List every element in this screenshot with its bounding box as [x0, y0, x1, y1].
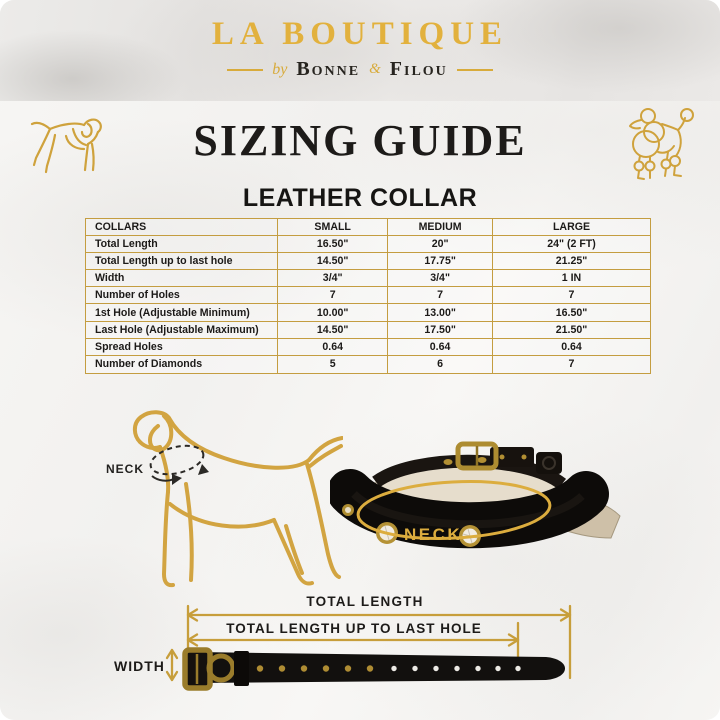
byline-name-bonne: Bonne	[296, 58, 361, 80]
collar-neck-label: NECK	[404, 525, 463, 544]
spec-value: 21.25"	[492, 253, 650, 270]
spec-value: 13.00"	[387, 304, 492, 321]
spec-value: 16.50"	[492, 304, 650, 321]
spec-value: 7	[492, 287, 650, 304]
dog-neck-label: NECK	[106, 462, 145, 476]
spec-value: 14.50"	[277, 322, 387, 339]
dog-neck-diagram	[98, 396, 343, 596]
spec-value: 0.64	[277, 339, 387, 356]
spec-value: 10.00"	[277, 304, 387, 321]
spec-value: 21.50"	[492, 322, 650, 339]
spec-value: 7	[492, 356, 650, 373]
spec-label: Number of Diamonds	[95, 358, 203, 371]
spec-table	[85, 218, 651, 374]
spec-value: 17.50"	[387, 322, 492, 339]
spec-value: 3/4"	[277, 270, 387, 287]
brand-title: LA BOUTIQUE	[211, 16, 509, 52]
spec-value: 14.50"	[277, 253, 387, 270]
col-header-collars: COLLARS	[86, 219, 277, 236]
width-label: WIDTH	[114, 658, 165, 674]
spec-value: 17.75"	[387, 253, 492, 270]
spec-label: Total Length up to last hole	[86, 253, 277, 270]
spec-label: 1st Hole (Adjustable Minimum)	[86, 304, 277, 321]
spec-label: Total Length	[86, 236, 277, 253]
spec-value: 3/4"	[387, 270, 492, 287]
spec-label: Width	[86, 270, 277, 287]
spec-value: 6	[387, 356, 492, 373]
spec-label: Spread Holes	[86, 339, 277, 356]
byline-name-filou: Filou	[389, 58, 448, 80]
spec-value: 0.64	[387, 339, 492, 356]
spec-value: 16.50"	[277, 236, 387, 253]
total-length-label: TOTAL LENGTH	[306, 594, 424, 609]
brand-byline	[0, 58, 720, 81]
spec-value: 5	[277, 356, 387, 373]
up-to-last-hole-label: TOTAL LENGTH UP TO LAST HOLE	[226, 621, 482, 636]
spec-value: 0.64	[492, 339, 650, 356]
measurement-diagram	[78, 590, 643, 715]
page-title: SIZING GUIDE	[193, 116, 527, 165]
spec-label: Last Hole (Adjustable Maximum)	[86, 322, 277, 339]
collar-product-image	[330, 436, 630, 586]
byline-rule-right	[457, 69, 493, 71]
col-header-large: LARGE	[492, 219, 650, 236]
spec-value: 24" (2 FT)	[492, 236, 650, 253]
spec-value: 7	[387, 287, 492, 304]
poodle-icon	[622, 106, 704, 190]
spec-label: Number of Holes	[86, 287, 277, 304]
byline-rule-left	[227, 69, 263, 71]
spec-value: 7	[277, 287, 387, 304]
product-title: LEATHER COLLAR	[242, 184, 478, 212]
spec-value: 1 IN	[492, 270, 650, 287]
byline-ampersand: &	[369, 61, 381, 77]
col-header-medium: MEDIUM	[387, 219, 492, 236]
brand-header	[0, 0, 720, 101]
byline-prefix: by	[272, 60, 288, 78]
spec-value: 20"	[387, 236, 492, 253]
col-header-small: SMALL	[277, 219, 387, 236]
